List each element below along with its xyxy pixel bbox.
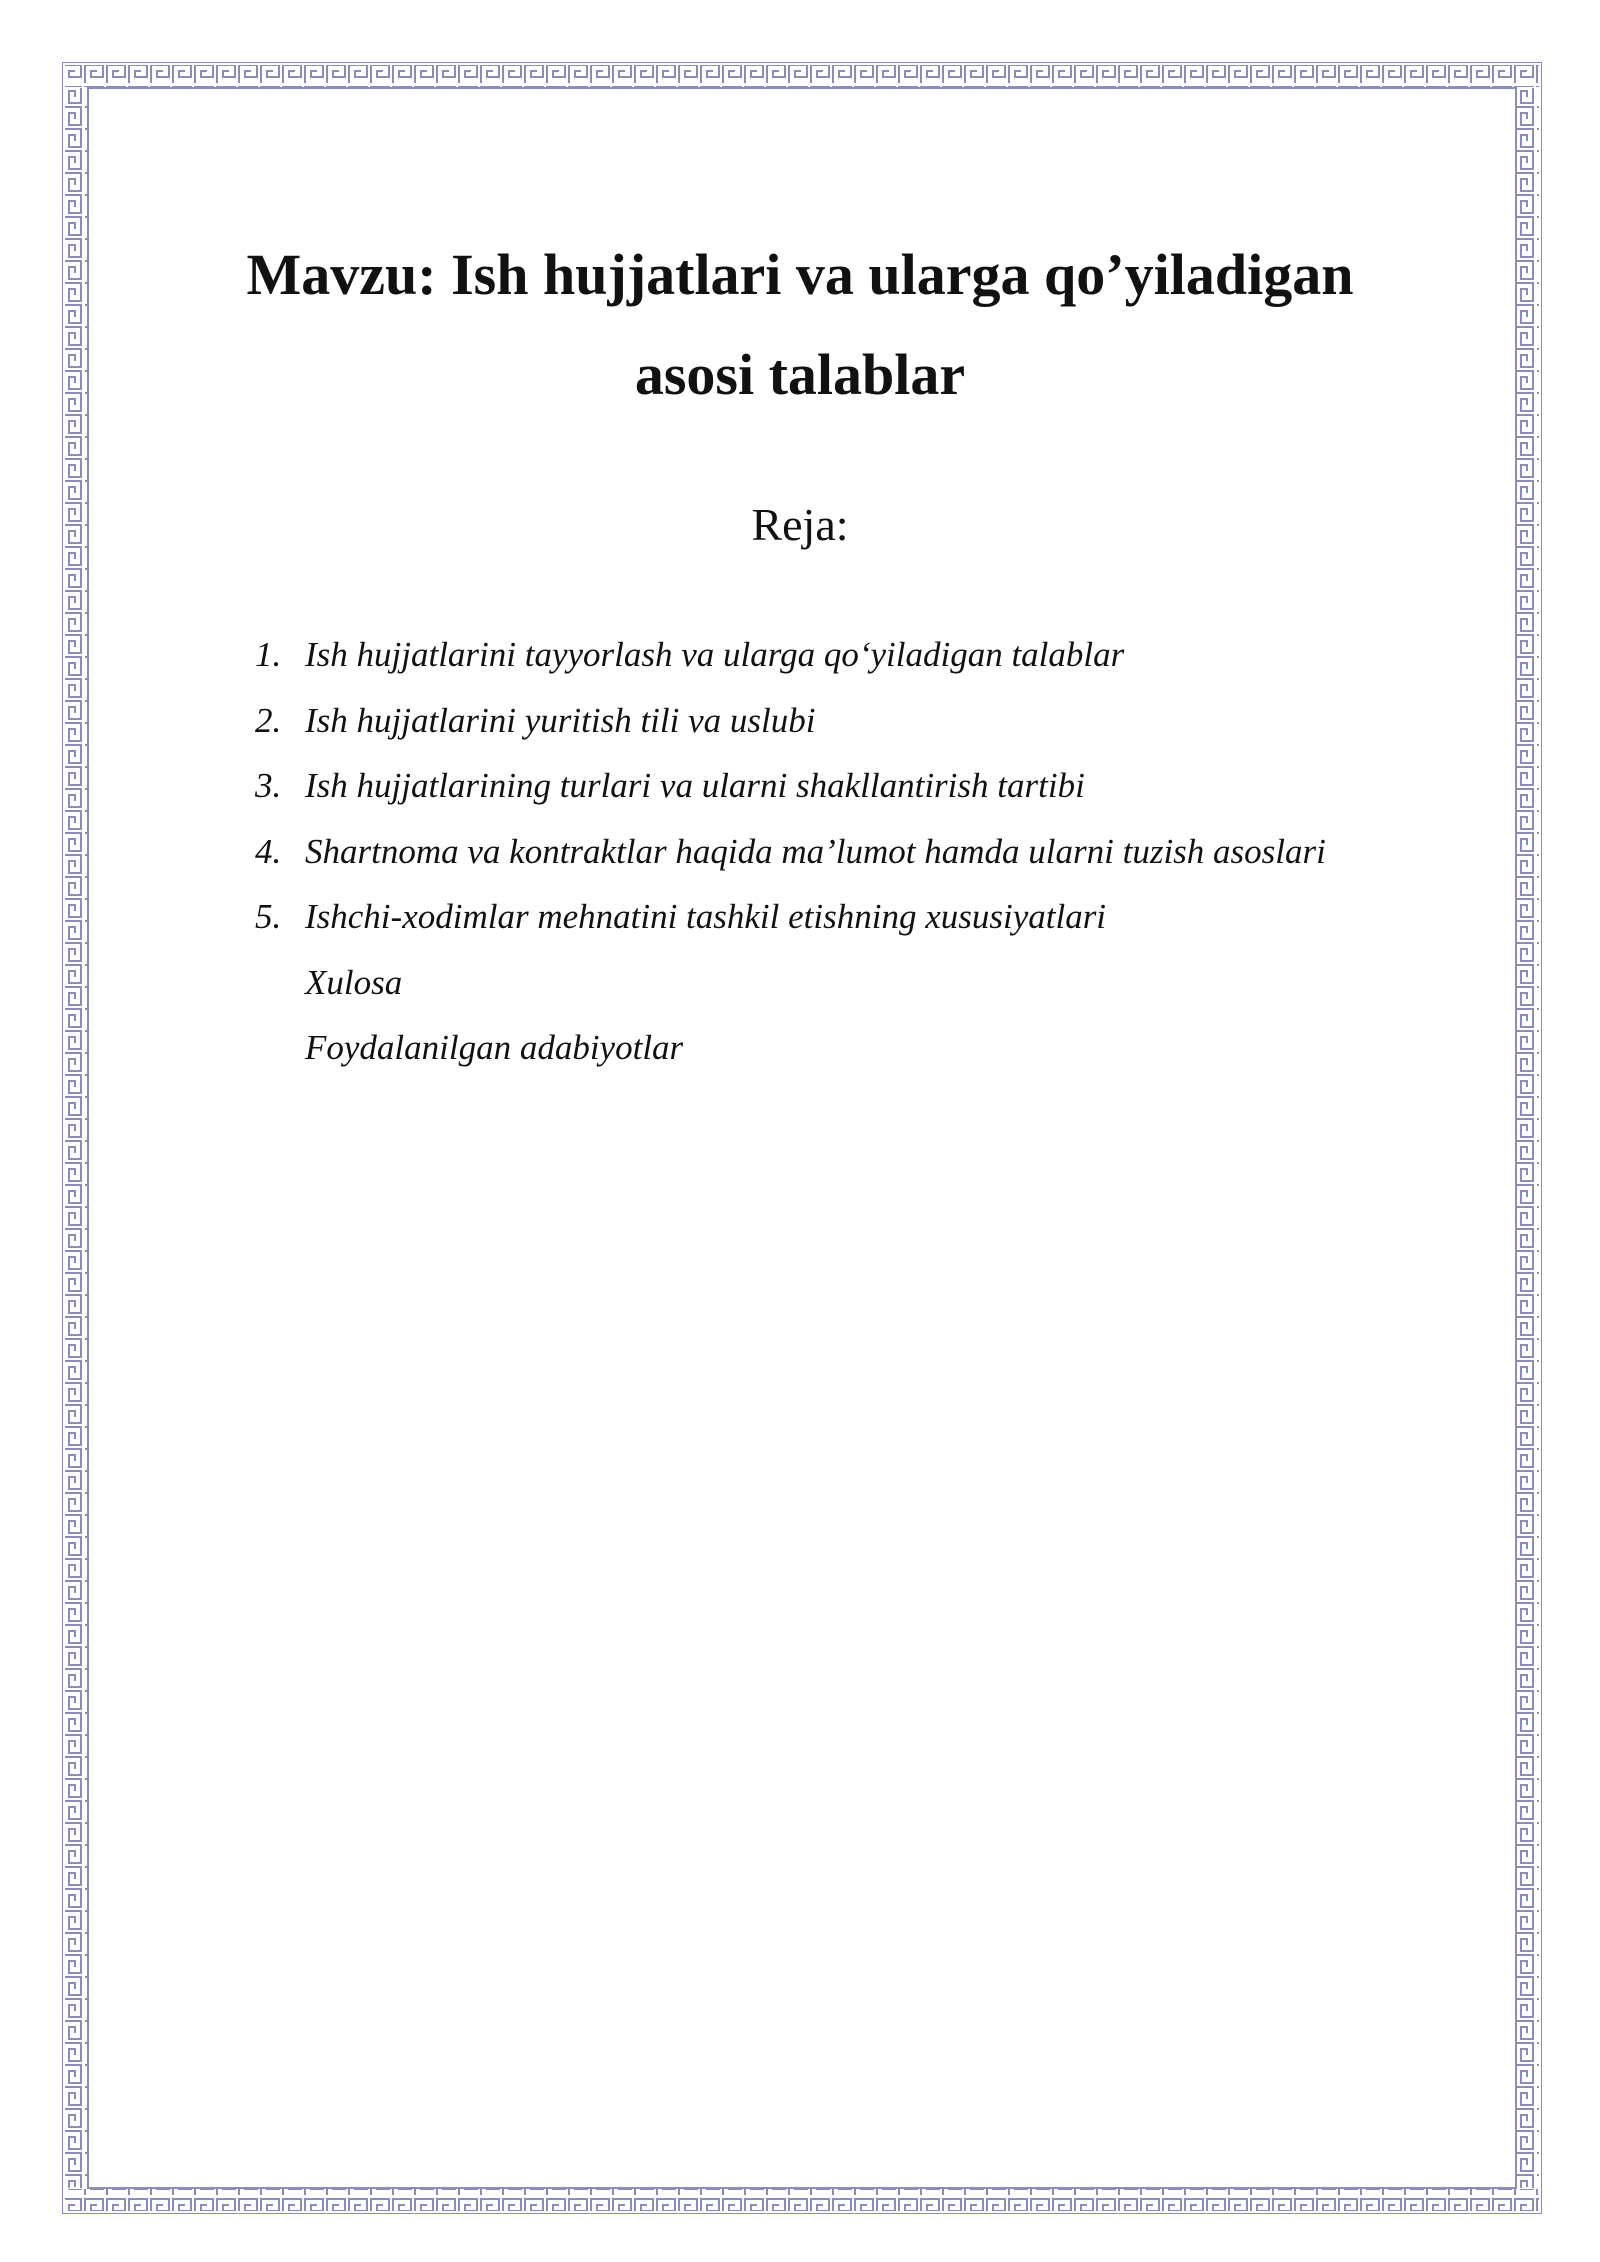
plan-item bbox=[255, 819, 1326, 885]
document-title-line-2: asosi talablar bbox=[634, 342, 966, 407]
plan-item-conclusion bbox=[255, 950, 1326, 1016]
plan-item-number: 2. bbox=[255, 700, 282, 740]
plan-list bbox=[255, 622, 1326, 1081]
plan-item-number: 5. bbox=[255, 897, 282, 936]
plan-item-text: Foydalanilgan adabiyotlar bbox=[305, 1028, 684, 1067]
plan-item bbox=[255, 753, 1326, 819]
document-title-line-1: Mavzu: Ish hujjatlari va ularga qo’yiladigan bbox=[246, 242, 1354, 307]
plan-item bbox=[255, 622, 1326, 688]
plan-item-number: 3. bbox=[255, 766, 282, 805]
plan-item-text: Shartnoma va kontraktlar haqida ma’lumot hamda ularni tuzish asoslari bbox=[305, 831, 1326, 871]
plan-item-text: Ish hujjatlarining turlari va ularni shakllantirish tartibi bbox=[305, 766, 1085, 805]
plan-item-text: Ishchi-xodimlar mehnatini tashkil etishning xususiyatlari bbox=[305, 897, 1107, 936]
plan-item-references bbox=[255, 1015, 1326, 1081]
plan-item-text: Ish hujjatlarini yuritish tili va uslubi bbox=[305, 700, 816, 740]
plan-item bbox=[255, 884, 1326, 950]
plan-item-text: Xulosa bbox=[305, 962, 403, 1002]
plan-heading: Reja: bbox=[751, 499, 849, 550]
plan-item-text: Ish hujjatlarini tayyorlash va ularga qo‘yiladigan talablar bbox=[305, 635, 1125, 674]
plan-item-number: 1. bbox=[255, 635, 282, 674]
plan-item-number: 4. bbox=[255, 831, 282, 871]
plan-item bbox=[255, 688, 1326, 754]
